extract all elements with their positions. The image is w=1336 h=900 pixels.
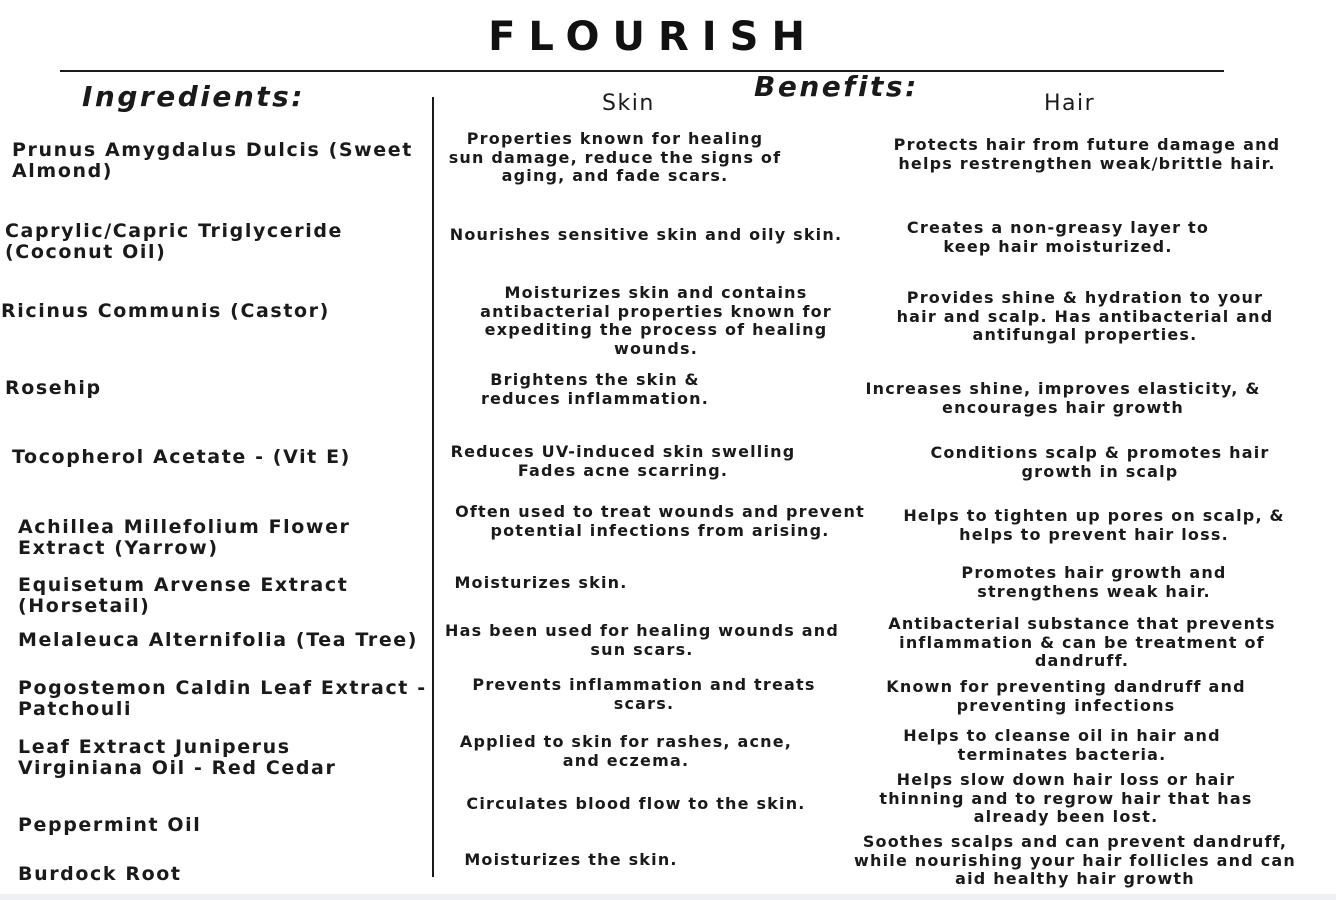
title-divider: [60, 70, 1224, 72]
hair-benefit-horsetail: Promotes hair growth and strengthens weak hair.: [961, 563, 1227, 601]
ingredients-header: Ingredients:: [82, 80, 306, 113]
hair-benefit-vit-e: Conditions scalp & promotes hair growth in scalp: [930, 443, 1270, 481]
skin-benefit-vit-e: Reduces UV-induced skin swelling Fades acne scarring.: [450, 442, 796, 480]
hair-header: Hair: [1044, 91, 1096, 116]
skin-benefit-yarrow: Often used to treat wounds and prevent potential infections from arising.: [455, 502, 865, 540]
bottom-edge-strip: [0, 894, 1336, 900]
skin-benefit-red-cedar: Applied to skin for rashes, acne, and eczema.: [459, 732, 793, 770]
ingredient-rosehip: Rosehip: [5, 377, 102, 399]
skin-benefit-patchouli: Prevents inflammation and treats scars.: [472, 675, 816, 713]
hair-benefit-tea-tree: Antibacterial substance that prevents inflammation & can be treatment of dandruff.: [888, 614, 1276, 670]
benefits-header: Benefits:: [754, 70, 919, 103]
ingredient-coconut-oil: Caprylic/Capric Triglyceride (Coconut Oil): [5, 220, 344, 263]
skin-benefit-burdock-root: Moisturizes the skin.: [464, 850, 678, 869]
skin-benefit-horsetail: Moisturizes skin.: [454, 573, 628, 592]
hair-benefit-rosehip: Increases shine, improves elasticity, & encourages hair growth: [865, 379, 1261, 417]
skin-benefit-sweet-almond: Properties known for healing sun damage, reduce the signs of aging, and fade scars.: [448, 129, 782, 185]
hair-benefit-patchouli: Known for preventing dandruff and preventing infections: [886, 677, 1246, 715]
skin-benefit-castor: Moisturizes skin and contains antibacterial properties known for expediting the process of healing wounds.: [480, 283, 832, 358]
ingredient-tea-tree: Melaleuca Alternifolia (Tea Tree): [18, 629, 419, 651]
hair-benefit-peppermint: Helps slow down hair loss or hair thinning and to regrow hair that has already been lost.: [879, 770, 1253, 826]
column-divider: [432, 97, 434, 877]
ingredient-vit-e: Tocopherol Acetate - (Vit E): [12, 446, 351, 468]
skin-benefit-coconut-oil: Nourishes sensitive skin and oily skin.: [449, 225, 843, 244]
ingredient-horsetail: Equisetum Arvense Extract (Horsetail): [18, 574, 349, 617]
skin-benefit-tea-tree: Has been used for healing wounds and sun scars.: [445, 621, 839, 659]
hair-benefit-coconut-oil: Creates a non-greasy layer to keep hair moisturized.: [906, 218, 1210, 256]
ingredient-sweet-almond: Prunus Amygdalus Dulcis (Sweet Almond): [12, 139, 413, 182]
ingredient-red-cedar: Leaf Extract Juniperus Virginiana Oil - Red Cedar: [18, 736, 337, 779]
skin-header: Skin: [602, 91, 655, 116]
ingredient-yarrow: Achillea Millefolium Flower Extract (Yarrow): [18, 516, 351, 559]
ingredient-burdock-root: Burdock Root: [18, 863, 182, 885]
skin-benefit-rosehip: Brightens the skin & reduces inflammation.: [480, 370, 710, 408]
hair-benefit-yarrow: Helps to tighten up pores on scalp, & helps to prevent hair loss.: [903, 506, 1285, 544]
ingredient-peppermint: Peppermint Oil: [18, 814, 202, 836]
hair-benefit-castor: Provides shine & hydration to your hair and scalp. Has antibacterial and antifungal properties.: [896, 288, 1274, 344]
hair-benefit-burdock-root: Soothes scalps and can prevent dandruff, while nourishing your hair follicles and can aid healthy hair growth: [854, 832, 1296, 888]
ingredient-castor: Ricinus Communis (Castor): [1, 300, 330, 322]
hair-benefit-sweet-almond: Protects hair from future damage and helps restrengthen weak/brittle hair.: [893, 135, 1281, 173]
page-title: FLOURISH: [488, 14, 818, 60]
hair-benefit-red-cedar: Helps to cleanse oil in hair and terminates bacteria.: [903, 726, 1221, 764]
skin-benefit-peppermint: Circulates blood flow to the skin.: [466, 794, 806, 813]
ingredient-patchouli: Pogostemon Caldin Leaf Extract - Patchouli: [18, 677, 427, 720]
